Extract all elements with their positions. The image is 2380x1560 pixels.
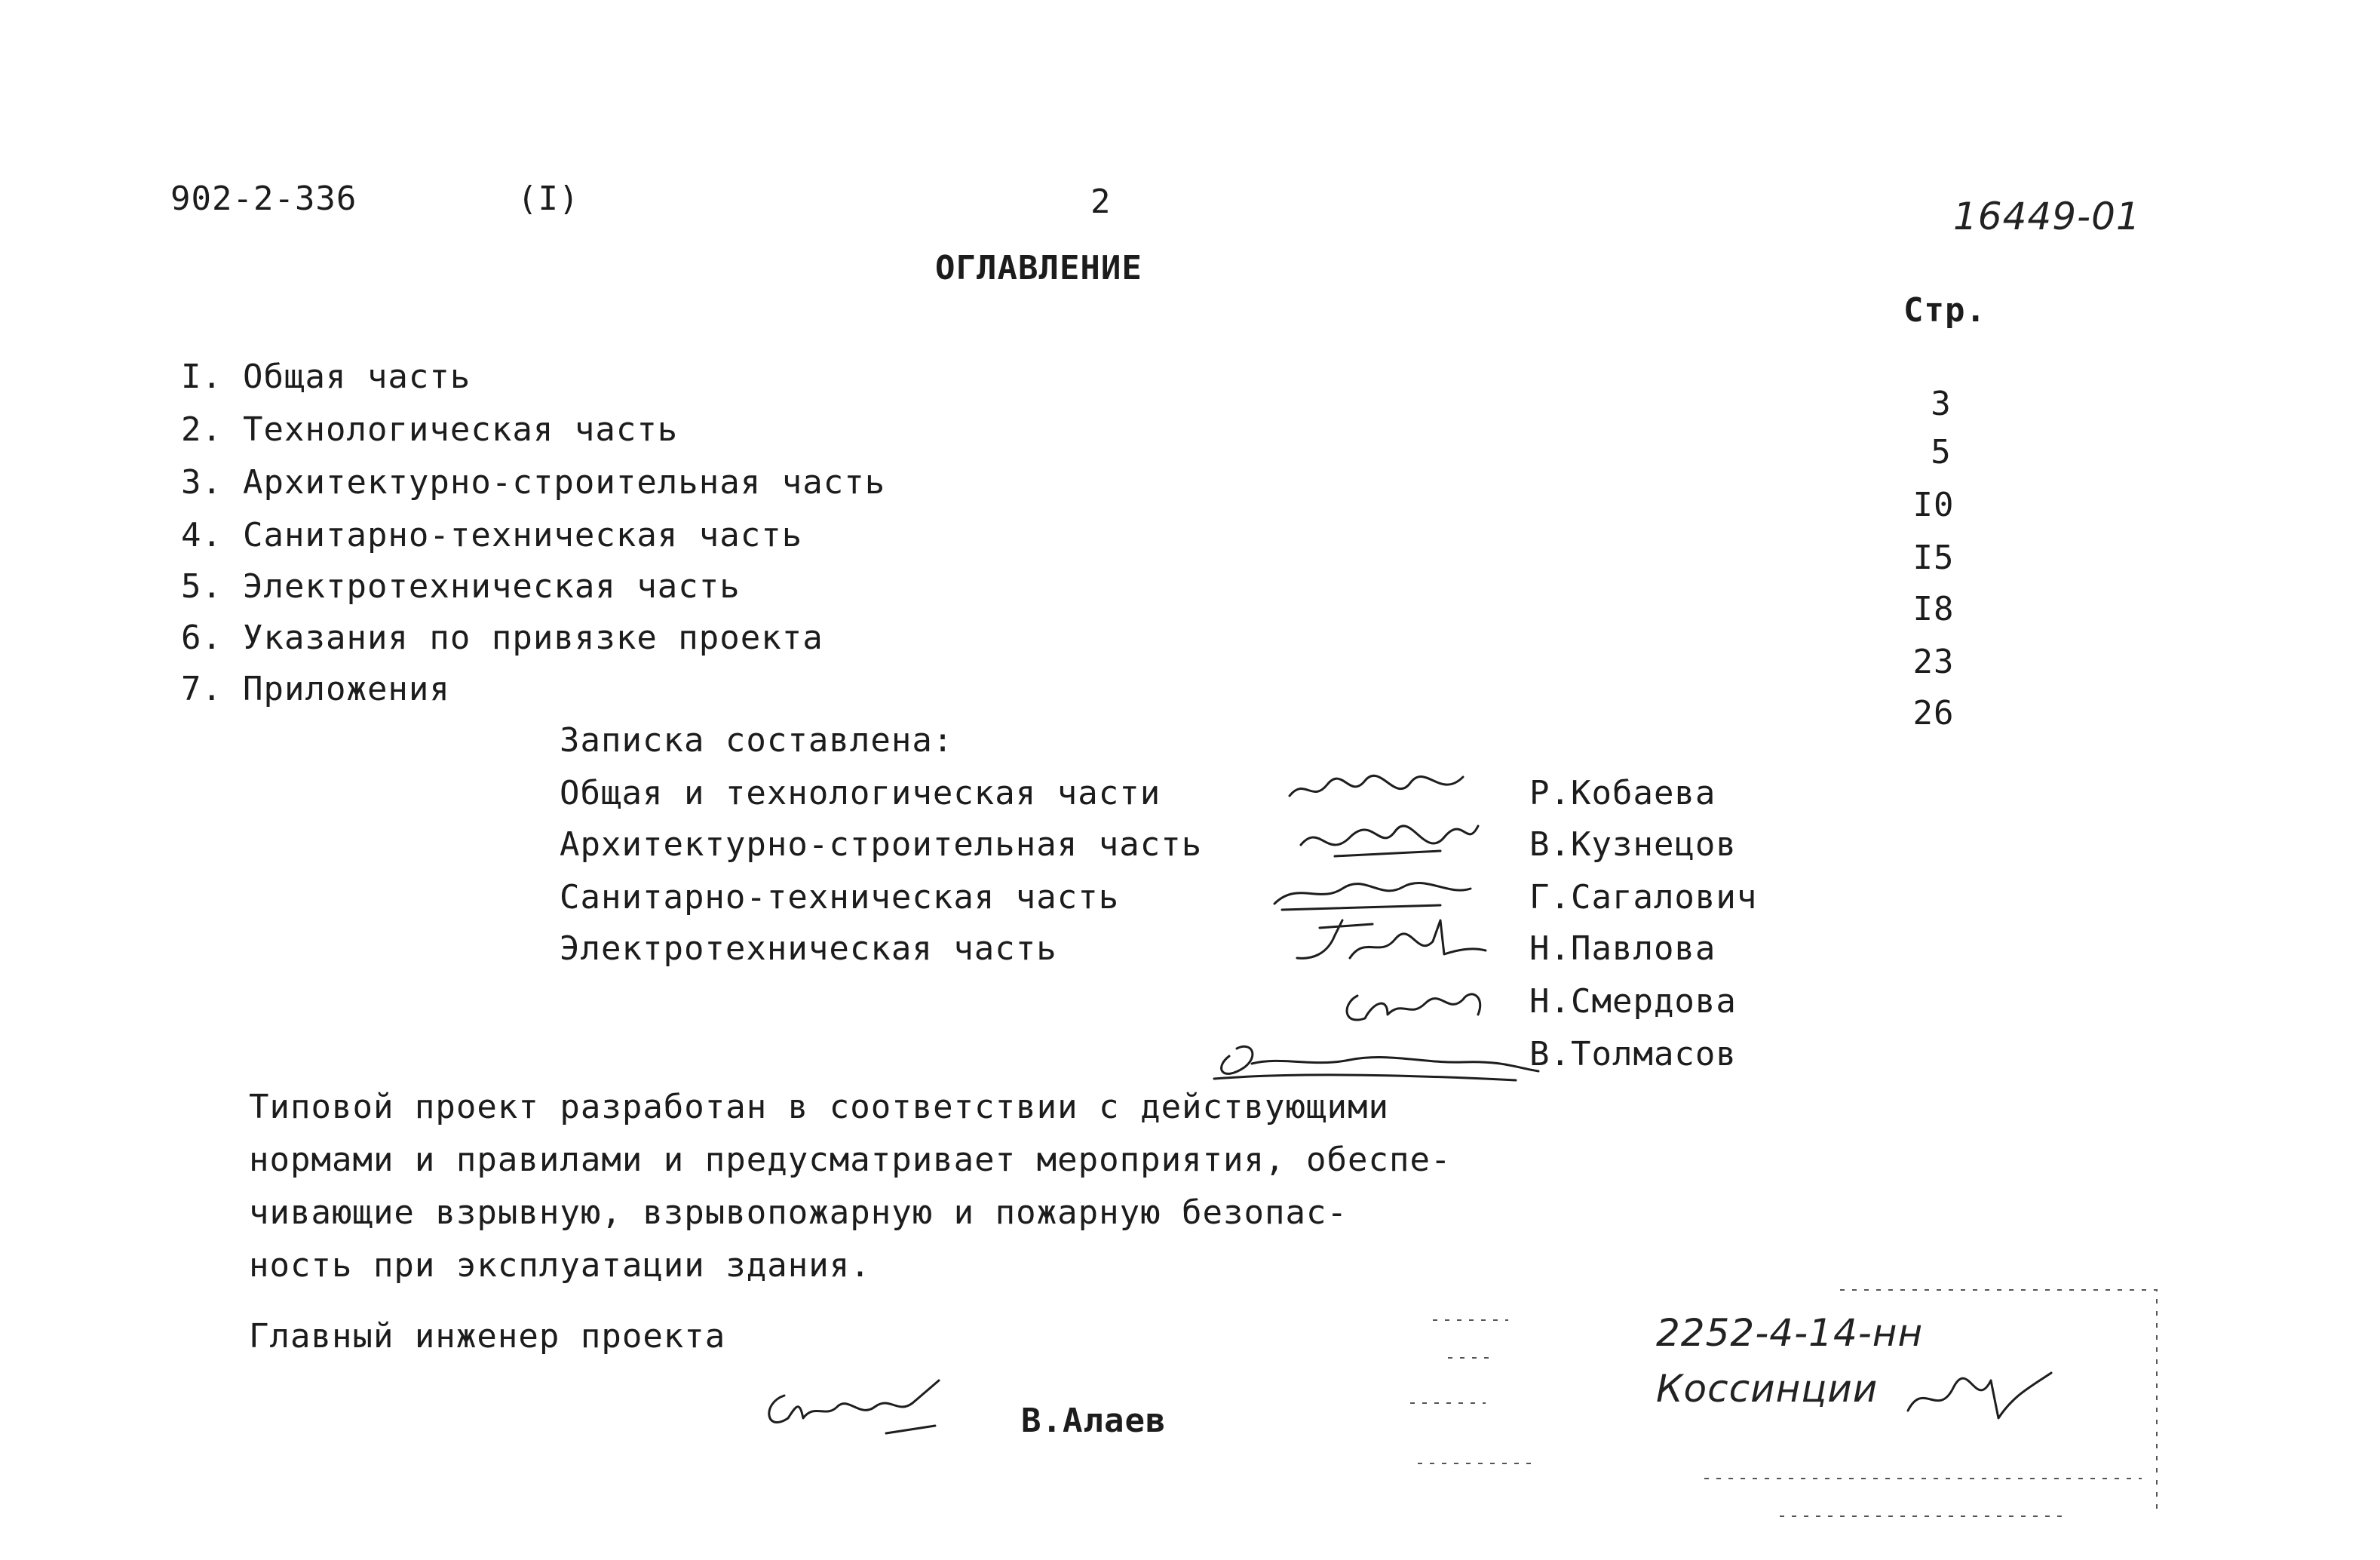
toc-item-title: Указания по привязке проекта — [243, 619, 823, 657]
toc-item-page: 23 — [1912, 643, 1955, 681]
author-name: В.Толмасов — [1529, 1035, 1737, 1073]
author-section: Электротехническая часть — [560, 929, 1057, 968]
author-section: Архитектурно-строительная часть — [560, 825, 1203, 864]
author-name: Р.Кобаева — [1529, 774, 1716, 812]
chief-engineer-name: В.Алаев — [1021, 1402, 1167, 1440]
stamp-label: Коссинции — [1656, 1367, 1879, 1411]
toc-item-page: I0 — [1912, 486, 1955, 524]
chief-engineer-label: Главный инженер проекта — [249, 1317, 726, 1356]
statement-line: чивающие взрывную, взрывопожарную и пожарную безопас- — [249, 1193, 1348, 1232]
toc-item-page: 3 — [1931, 385, 1952, 423]
author-section: Санитарно-техническая часть — [560, 878, 1120, 917]
volume-label: (I) — [517, 180, 580, 218]
toc-item-title: Общая часть — [243, 358, 471, 396]
toc-item-number: 6. — [181, 619, 222, 657]
toc-item-title: Электротехническая часть — [243, 567, 741, 606]
toc-item-title: Санитарно-техническая часть — [243, 516, 803, 554]
toc-item-page: 5 — [1931, 433, 1952, 471]
statement-line: нормами и правилами и предусматривает мероприятия, обеспе- — [249, 1141, 1452, 1179]
author-section: Общая и технологическая части — [560, 774, 1161, 812]
toc-item-title: Приложения — [243, 670, 450, 708]
toc-item-page: I8 — [1912, 590, 1955, 628]
statement-line: ность при эксплуатации здания. — [249, 1246, 871, 1285]
toc-item-number: 2. — [181, 410, 222, 449]
page-number: 2 — [1090, 183, 1112, 221]
author-name: В.Кузнецов — [1529, 825, 1737, 864]
toc-item-page: 26 — [1912, 694, 1955, 732]
stamp-registration-number: 2252-4-14-нн — [1656, 1311, 1924, 1355]
stamp-signature-image — [1900, 1358, 2066, 1426]
authors-heading: Записка составлена: — [560, 721, 954, 760]
toc-item-number: I. — [181, 358, 222, 396]
page-column-label: Стр. — [1903, 291, 1986, 330]
author-name: Н.Павлова — [1529, 929, 1716, 968]
signature-image — [1335, 973, 1501, 1033]
author-name: Г.Сагалович — [1529, 878, 1758, 917]
toc-item-page: I5 — [1912, 539, 1955, 577]
toc-item-number: 4. — [181, 516, 222, 554]
toc-item-number: 5. — [181, 567, 222, 606]
signature-image — [1290, 815, 1486, 868]
toc-item-number: 3. — [181, 463, 222, 502]
chief-signature-image — [754, 1373, 958, 1441]
signature-image — [1290, 913, 1493, 973]
signature-image — [1199, 1026, 1546, 1086]
toc-item-title: Архитектурно-строительная часть — [243, 463, 886, 502]
signature-image — [1282, 762, 1478, 815]
toc-title: ОГЛАВЛЕНИЕ — [935, 249, 1142, 287]
author-name: Н.Смердова — [1529, 982, 1737, 1021]
toc-item-title: Технологическая часть — [243, 410, 679, 449]
toc-item-number: 7. — [181, 670, 222, 708]
statement-line: Типовой проект разработан в соответствии с действующими — [249, 1088, 1389, 1126]
signature-image — [1267, 866, 1486, 919]
inventory-number: 16449-01 — [1953, 195, 2141, 238]
doc-code: 902-2-336 — [170, 180, 357, 218]
